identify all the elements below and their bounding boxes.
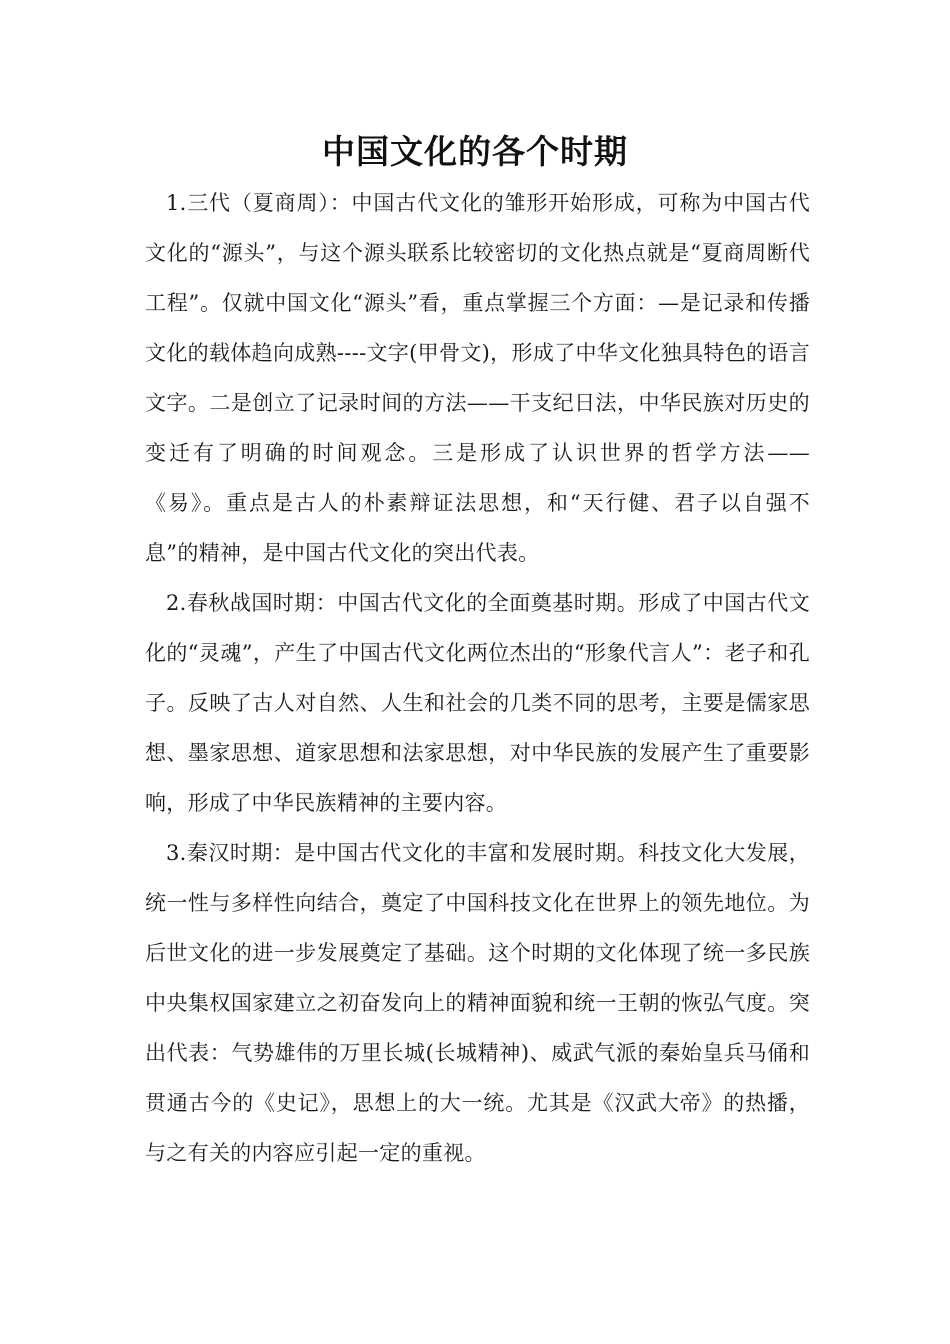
paragraph-spring-autumn-warring-states: 2.春秋战国时期：中国古代文化的全面奠基时期。形成了中国古代文化的“灵魂”，产生了中国古代文化两位杰出的“形象代言人”：老子和孔子。反映了古人对自然、人生和社会的几类不同的思考，主要是儒家思想、墨家思想、道家思想和法家思想，对中华民族的发展产生了重要影响，形成了中华民族精神的主要内容。 (145, 591, 810, 815)
paragraph-xia-shang-zhou: 1.三代（夏商周）：中国古代文化的雏形开始形成，可称为中国古代文化的“源头”，与这个源头联系比较密切的文化热点就是“夏商周断代工程”。仅就中国文化“源头”看，重点掌握三个方面：—是记录和传播文化的载体趋向成熟----文字(甲骨文)，形成了中华文化独具特色的语言文字。二是创立了记录时间的方法——干支纪日法，中华民族对历史的变迁有了明确的时间观念。三是形成了认识世界的哲学方法——《易》。重点是古人的朴素辩证法思想，和“天行健、君子以自强不息”的精神，是中国古代文化的突出代表。 (145, 191, 810, 565)
document-body (145, 178, 810, 1178)
document-title: 中国文化的各个时期 (322, 132, 628, 171)
paragraph-qin-han: 3.秦汉时期：是中国古代文化的丰富和发展时期。科技文化大发展，统一性与多样性向结合，奠定了中国科技文化在世界上的领先地位。为后世文化的进一步发展奠定了基础。这个时期的文化体现了统一多民族中央集权国家建立之初奋发向上的精神面貌和统一王朝的恢弘气度。突出代表：气势雄伟的万里长城(长城精神)、威武气派的秦始皇兵马俑和贯通古今的《史记》，思想上的大一统。尤其是《汉武大帝》的热播，与之有关的内容应引起一定的重视。 (145, 841, 810, 1165)
